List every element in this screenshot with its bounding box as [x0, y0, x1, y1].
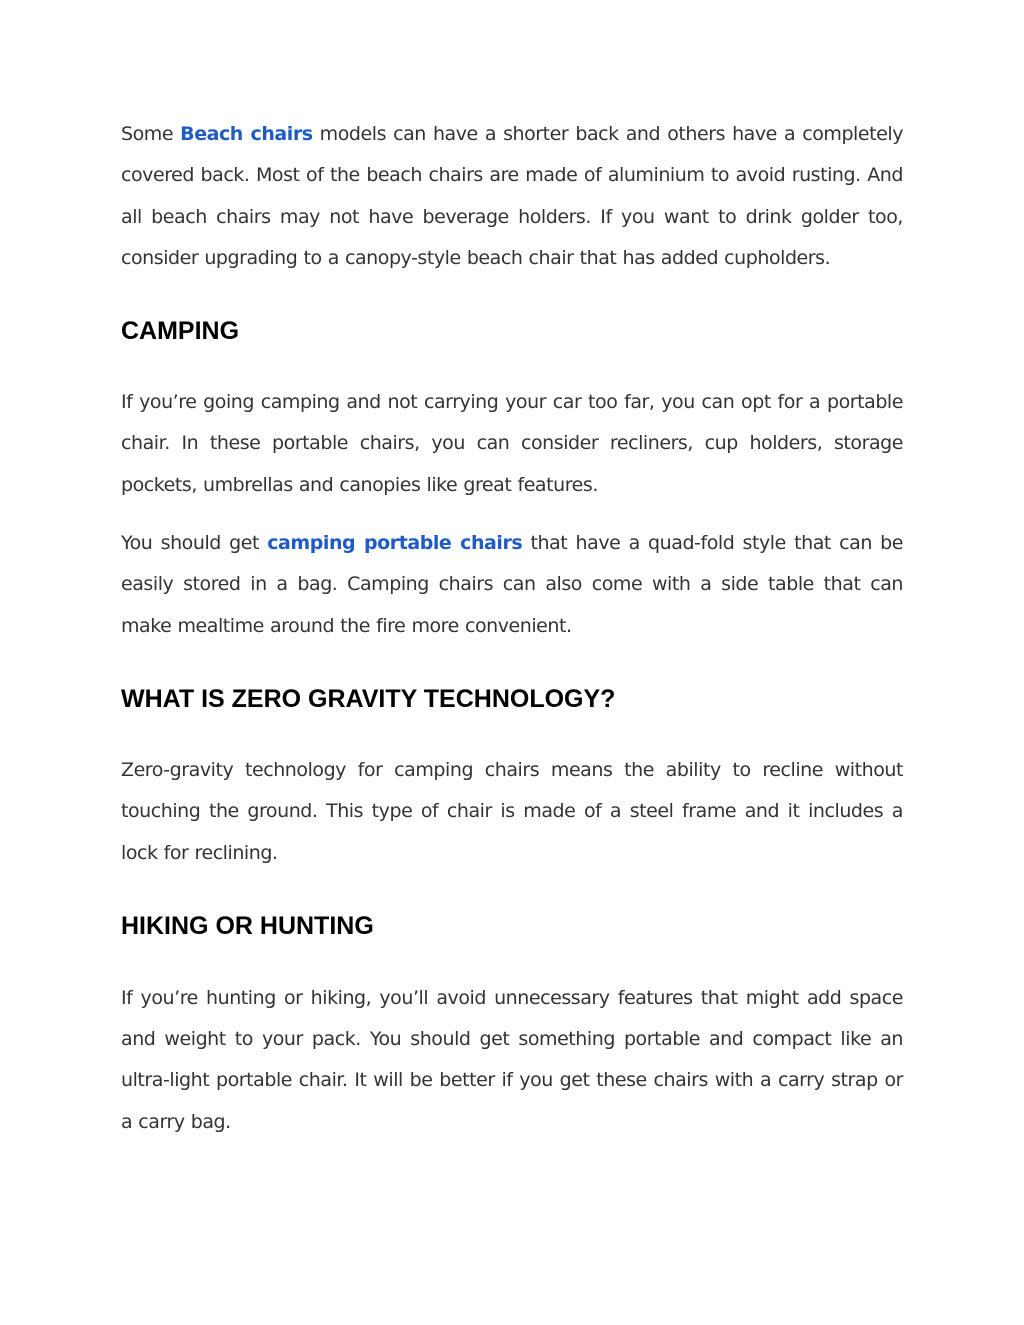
- hiking-paragraph: If you’re hunting or hiking, you’ll avoid unnecessary features that might add space and weight to your pack. You should get something portable and compact like an ultra-light portable chair. It will be better if you get these chairs with a carry strap or a carry bag.: [121, 986, 903, 1133]
- beach-chairs-link[interactable]: Beach chairs: [180, 123, 313, 145]
- intro-text-before-link: Some: [121, 123, 181, 145]
- hiking-heading: HIKING OR HUNTING: [121, 911, 374, 940]
- camping-heading: CAMPING: [121, 317, 240, 346]
- zero-gravity-heading: WHAT IS ZERO GRAVITY TECHNOLOGY?: [121, 684, 616, 713]
- intro-text-after-link: models can have a shorter back and others have a completely covered back. Most of the beach chairs are made of aluminium to avoid rusting. And all beach chairs may not have beverage holders. If you want to drink golder too, consider upgrading to a canopy-style beach chair that has added cupholders.: [121, 123, 903, 269]
- zero-gravity-paragraph: Zero-gravity technology for camping chairs means the ability to recline without touching the ground. This type of chair is made of a steel frame and it includes a lock for reclining.: [121, 758, 903, 864]
- camping-portable-chairs-link[interactable]: camping portable chairs: [267, 532, 523, 555]
- intro-paragraph: [121, 114, 903, 279]
- camping-text-after-link: that have a quad-fold style that can be easily stored in a bag. Camping chairs can also come with a side table that can make mealtime around the fire more convenient.: [121, 532, 904, 637]
- camping-text-before-link: You should get: [121, 532, 268, 555]
- camping-paragraph-2: [121, 523, 903, 647]
- document-page: [121, 114, 903, 1143]
- camping-paragraph-1: If you’re going camping and not carrying your car too far, you can opt for a portable chair. In these portable chairs, you can consider recliners, cup holders, storage pockets, umbrellas and canopies like great features.: [121, 391, 903, 496]
